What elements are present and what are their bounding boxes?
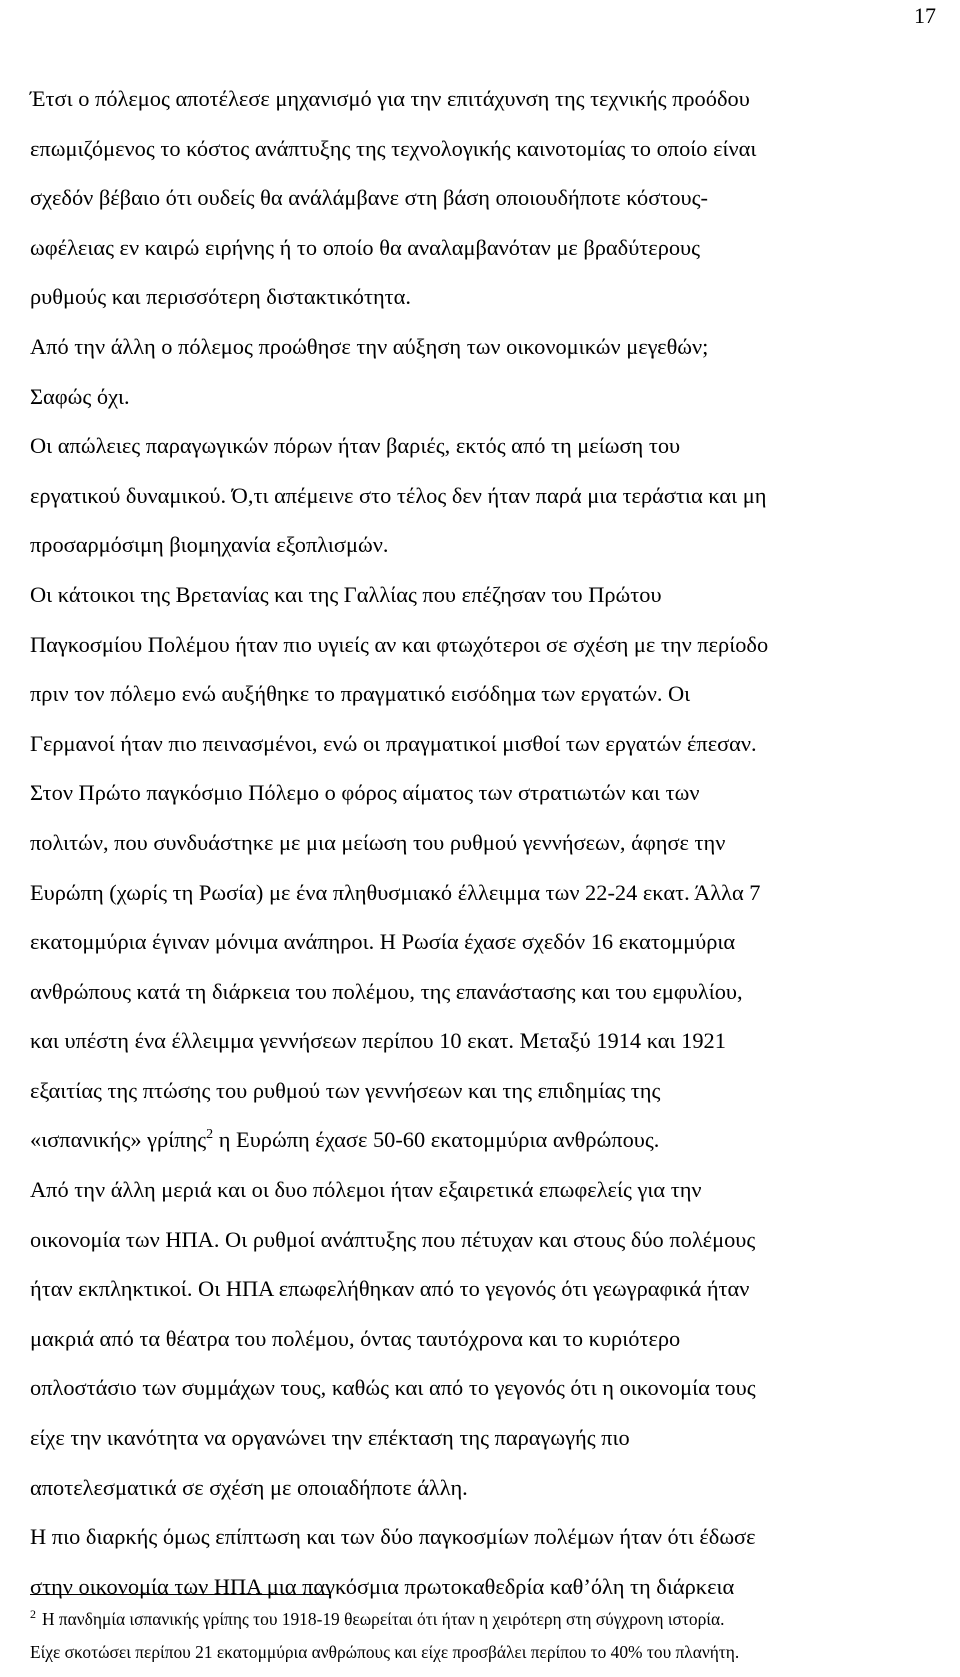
- text-line: Από την άλλη ο πόλεμος προώθησε την αύξηση των οικονομικών μεγεθών;: [30, 333, 709, 359]
- text-line: επωμιζόμενος το κόστος ανάπτυξης της τεχνολογικής καινοτομίας το οποίο είναι: [30, 135, 757, 161]
- footnotes: [30, 1603, 926, 1669]
- text-segment: η Ευρώπη έχασε 50-60 εκατομμύρια ανθρώπους.: [213, 1127, 660, 1153]
- text-line: εκατομμύρια έγιναν μόνιμα ανάπηροι. Η Ρωσία έχασε σχεδόν 16 εκατομμύρια: [30, 929, 736, 955]
- text-line: Γερμανοί ήταν πιο πεινασμένοι, ενώ οι πραγματικοί μισθοί των εργατών έπεσαν.: [30, 730, 757, 756]
- text-line: είχε την ικανότητα να οργανώνει την επέκταση της παραγωγής πιο: [30, 1425, 630, 1451]
- paragraph: [30, 570, 926, 768]
- footnote-line: [30, 1603, 926, 1636]
- paragraph: [30, 74, 926, 322]
- footnote: [30, 1603, 926, 1669]
- text-line: ανθρώπους κατά τη διάρκεια του πολέμου, της επανάστασης και του εμφυλίου,: [30, 978, 743, 1004]
- footnote-divider: [30, 1594, 331, 1595]
- text-line: οικονομία των ΗΠΑ. Οι ρυθμοί ανάπτυξης που πέτυχαν και στους δύο πολέμους: [30, 1226, 756, 1252]
- paragraph: [30, 1512, 926, 1611]
- text-line: Σαφώς όχι.: [30, 383, 130, 409]
- text-line: οπλοστάσιο των συμμάχων τους, καθώς και από το γεγονός ότι η οικονομία τους: [30, 1375, 756, 1401]
- text-line: Έτσι ο πόλεμος αποτέλεσε μηχανισμό για την επιτάχυνση της τεχνικής προόδου: [30, 86, 750, 111]
- text-line: πολιτών, που συνδυάστηκε με μια μείωση του ρυθμού γεννήσεων, άφησε την: [30, 829, 726, 855]
- footnote-text: Η πανδημία ισπανικής γρίπης του 1918-19 θεωρείται ότι ήταν η χειρότερη στη σύγχρονη ιστορία.: [42, 1609, 725, 1629]
- text-line: αποτελεσματικά σε σχέση με οποιαδήποτε άλλη.: [30, 1474, 468, 1500]
- text-segment: «ισπανικής» γρίπης: [30, 1127, 207, 1153]
- text-line: ρυθμούς και περισσότερη διστακτικότητα.: [30, 284, 411, 310]
- paragraph: [30, 1165, 926, 1512]
- footnote-reference[interactable]: 2: [206, 1127, 214, 1143]
- paragraph: [30, 768, 926, 1165]
- text-line: Η πιο διαρκής όμως επίπτωση και των δύο παγκοσμίων πολέμων ήταν ότι έδωσε: [30, 1524, 756, 1550]
- paragraph: [30, 421, 926, 570]
- body-text: [30, 74, 926, 1611]
- text-line: Στον Πρώτο παγκόσμιο Πόλεμο ο φόρος αίματος των στρατιωτών και των: [30, 780, 700, 806]
- text-line: Ευρώπη (χωρίς τη Ρωσία) με ένα πληθυσμιακό έλλειμμα των 22-24 εκατ. Άλλα 7: [30, 879, 761, 905]
- text-line: ήταν εκπληκτικοί. Οι ΗΠΑ επωφελήθηκαν από το γεγονός ότι γεωγραφικά ήταν: [30, 1276, 750, 1302]
- text-line: μακριά από τα θέατρα του πολέμου, όντας ταυτόχρονα και το κυριότερο: [30, 1325, 681, 1351]
- text-line: Από την άλλη μεριά και οι δυο πόλεμοι ήταν εξαιρετικά επωφελείς για την: [30, 1177, 702, 1203]
- text-line: σχεδόν βέβαιο ότι ουδείς θα ανάλάμβανε στη βάση οποιουδήποτε κόστους-: [30, 185, 708, 211]
- text-line: πριν τον πόλεμο ενώ αυξήθηκε το πραγματικό εισόδημα των εργατών. Οι: [30, 681, 691, 707]
- footnote-line: Είχε σκοτώσει περίπου 21 εκατομμύρια ανθρώπους και είχε προσβάλει περίπου το 40% του πλανήτη.: [30, 1642, 740, 1662]
- text-line: και υπέστη ένα έλλειμμα γεννήσεων περίπου 10 εκατ. Μεταξύ 1914 και 1921: [30, 1028, 726, 1054]
- page-number: 17: [914, 3, 936, 28]
- text-line: προσαρμόσιμη βιομηχανία εξοπλισμών.: [30, 532, 389, 558]
- footnote-marker: 2: [30, 1607, 36, 1621]
- text-line: εξαιτίας της πτώσης του ρυθμού των γεννήσεων και της επιδημίας της: [30, 1077, 661, 1103]
- paragraph: [30, 322, 926, 421]
- text-line: Οι κάτοικοι της Βρετανίας και της Γαλλίας που επέζησαν του Πρώτου: [30, 581, 662, 607]
- text-line: ωφέλειας εν καιρώ ειρήνης ή το οποίο θα αναλαμβανόταν με βραδύτερους: [30, 234, 701, 260]
- text-line: εργατικού δυναμικού. Ό,τι απέμεινε στο τέλος δεν ήταν παρά μια τεράστια και μη: [30, 482, 767, 508]
- text-line: στην οικονομία των ΗΠΑ μια παγκόσμια πρωτοκαθεδρία καθ’όλη τη διάρκεια: [30, 1573, 735, 1599]
- text-line: Οι απώλειες παραγωγικών πόρων ήταν βαριές, εκτός από τη μείωση του: [30, 433, 681, 459]
- text-line: [30, 1115, 926, 1165]
- text-line: Παγκοσμίου Πολέμου ήταν πιο υγιείς αν και φτωχότεροι σε σχέση με την περίοδο: [30, 631, 769, 657]
